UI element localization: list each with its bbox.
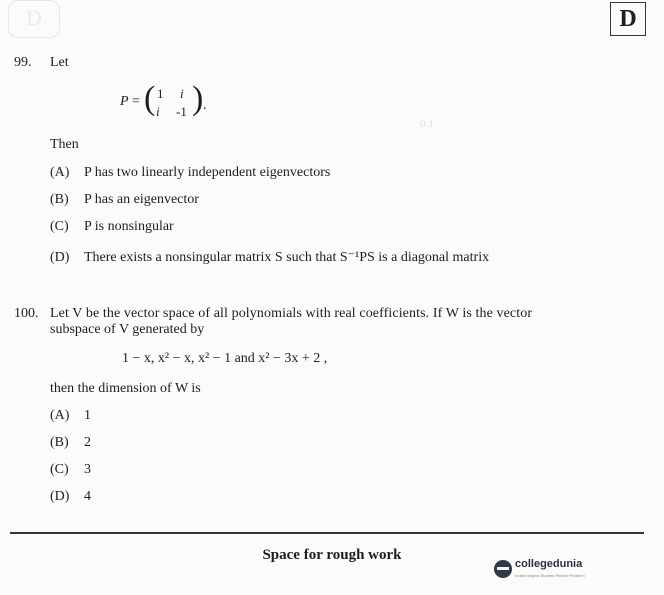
- q100-option-a: [50, 408, 91, 424]
- q99-number: 99.: [14, 55, 32, 70]
- ghost-booklet-code: D: [8, 0, 60, 38]
- booklet-code-box: D: [610, 2, 646, 36]
- matrix-cell: i: [180, 86, 184, 101]
- option-text: 4: [84, 489, 91, 504]
- rough-work-heading: Space for rough work: [262, 547, 402, 563]
- logo-tagline: India's largest Student Review Platform: [515, 573, 585, 578]
- option-letter: (C): [50, 462, 69, 477]
- option-text: P is nonsingular: [84, 219, 174, 234]
- option-text: P has two linearly independent eigenvectors: [84, 165, 331, 180]
- option-letter: (B): [50, 435, 69, 450]
- q99-option-b: [50, 192, 199, 208]
- q99-option-a: [50, 165, 330, 181]
- q99-option-c: [50, 219, 174, 235]
- matrix-right-paren: ): [192, 80, 204, 117]
- matrix-cell: 1: [157, 86, 164, 101]
- q100-polynomials: 1 − x, x² − x, x² − 1 and x² − 3x + 2 ,: [122, 351, 328, 366]
- matrix-variable: P: [120, 94, 129, 109]
- matrix-left-paren: (: [144, 80, 156, 117]
- q100-option-c: [50, 462, 91, 478]
- option-letter: (A): [50, 408, 70, 423]
- option-text: 3: [84, 462, 91, 477]
- option-letter: (B): [50, 192, 69, 207]
- q100-line2: subspace of V generated by: [50, 322, 205, 337]
- option-text: There exists a nonsingular matrix S such that S⁻¹PS is a diagonal matrix: [84, 250, 490, 265]
- option-text: 2: [84, 435, 91, 450]
- q100-option-d: [50, 489, 91, 505]
- q100-line3: then the dimension of W is: [50, 381, 201, 396]
- q100-number: 100.: [14, 306, 39, 321]
- q99-then: Then: [50, 137, 79, 152]
- q99-matrix: P = ( 1 i i -1 ) .: [120, 80, 207, 119]
- q99-lead: Let: [50, 55, 69, 70]
- q100-line1: Let V be the vector space of all polynomials with real coefficients. If W is the vector: [50, 306, 533, 321]
- option-letter: (D): [50, 489, 70, 504]
- q99-option-d: [50, 249, 489, 266]
- option-text: 1: [84, 408, 91, 423]
- option-letter: (A): [50, 165, 70, 180]
- divider-rule: [10, 532, 644, 534]
- logo-mascot-icon: [494, 560, 512, 578]
- option-letter: (D): [50, 250, 70, 265]
- logo-name: collegedunia: [515, 558, 583, 570]
- q100-option-b: [50, 435, 91, 451]
- matrix-cell: -1: [176, 104, 187, 119]
- option-letter: (C): [50, 219, 69, 234]
- matrix-cell: i: [156, 104, 160, 119]
- option-text: P has an eigenvector: [84, 192, 199, 207]
- bleed-text: 0.1: [420, 118, 434, 130]
